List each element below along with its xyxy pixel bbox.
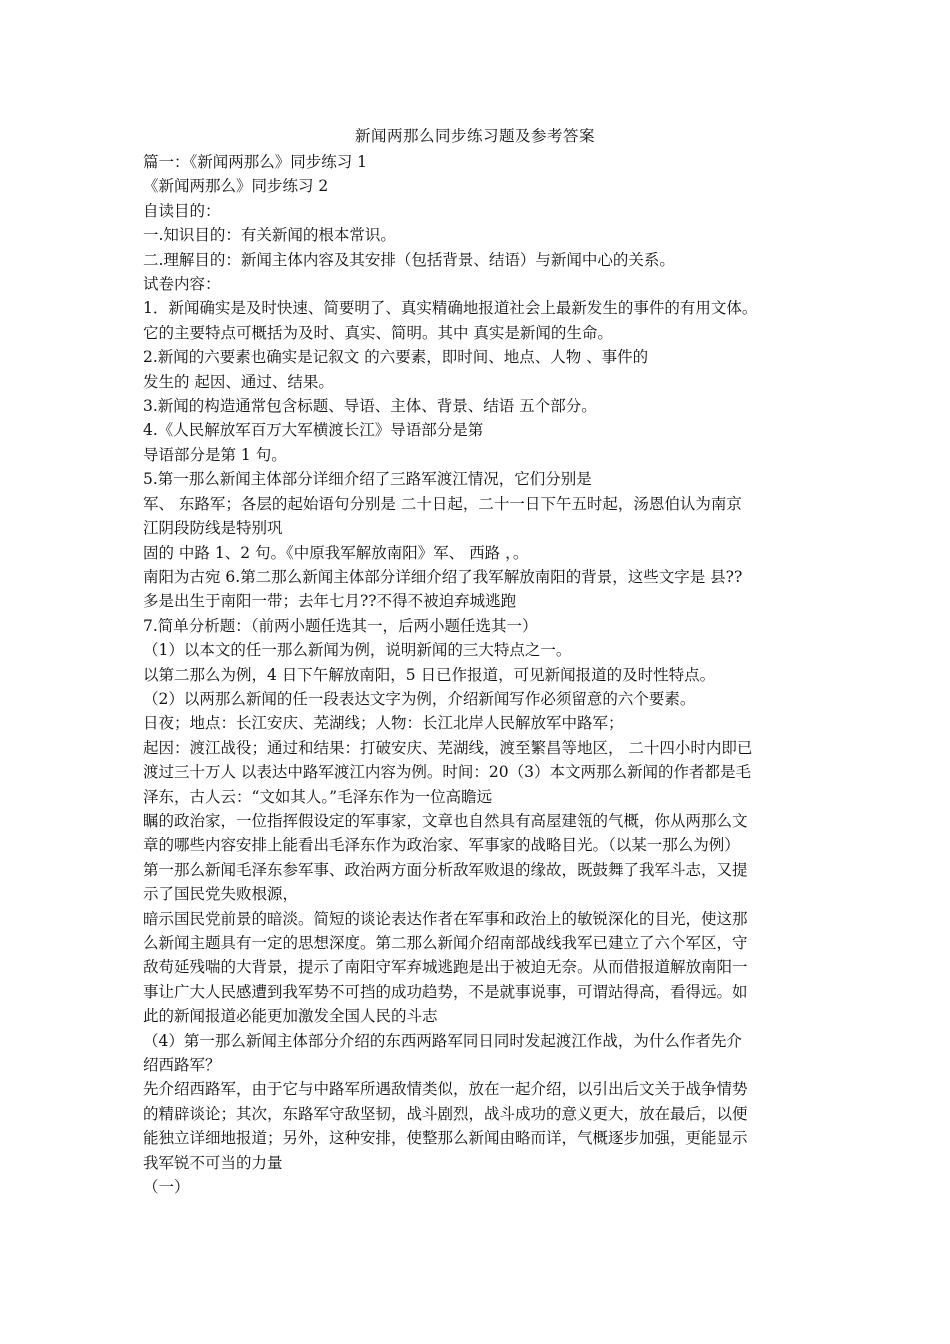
text-line: 多是出生于南阳一带；去年七月??不得不被迫弃城逃跑 bbox=[143, 592, 517, 611]
text-line: 发生的 起因、通过、结果。 bbox=[143, 372, 334, 391]
text-line: 固的 中路 1、2 句。《中原我军解放南阳》军、 西路 ，。 bbox=[143, 543, 529, 562]
text-line: 泽东，古人云：“文如其人。”毛泽东作为一位高瞻远 bbox=[143, 787, 493, 806]
text-line: 3.新闻的构造通常包含标题、导语、主体、背景、结语 五个部分。 bbox=[143, 397, 597, 416]
text-line: 渡过三十万人 以表达中路军渡江内容为例。时间：20（3）本文两那么新闻的作者都是毛 bbox=[143, 763, 752, 782]
document-title: 新闻两那么同步练习题及参考答案 bbox=[354, 127, 595, 145]
text-line: 敌苟延残喘的大背景，提示了南阳守军弃城逃跑是出于被迫无奈。从而借报道解放南阳一 bbox=[143, 958, 748, 977]
text-line: 事让广大人民感遭到我军势不可挡的成功趋势，不是就事说事，可谓站得高，看得远。如 bbox=[143, 982, 748, 1001]
text-line: 一.知识目的：有关新闻的根本常识。 bbox=[143, 226, 396, 245]
text-line: （4）第一那么新闻主体部分介绍的东西两路军同日同时发起渡江作战，为什么作者先介 bbox=[143, 1031, 742, 1050]
text-line: 它的主要特点可概括为及时、真实、简明。其中 真实是新闻的生命。 bbox=[143, 323, 613, 342]
text-line: 7.简单分析题：（前两小题任选其一，后两小题任选其一） bbox=[143, 616, 538, 635]
text-line: 二.理解目的：新闻主体内容及其安排（包括背景、结语）与新闻中心的关系。 bbox=[143, 250, 675, 269]
text-line: 《新闻两那么》同步练习 2 bbox=[143, 177, 329, 196]
text-line: 导语部分是第 1 句。 bbox=[143, 445, 287, 464]
text-line: 日夜；地点：长江安庆、芜湖线；人物：长江北岸人民解放军中路军； bbox=[143, 714, 624, 733]
text-line: 章的哪些内容安排上能看出毛泽东作为政治家、军事家的战略目光。（以某一那么为例） bbox=[143, 836, 740, 855]
text-line: 我军锐不可当的力量 bbox=[143, 1153, 283, 1172]
text-line: 起因：渡江战役；通过和结果：打破安庆、芜湖线，渡至繁昌等地区， 二十四小时内即已 bbox=[143, 738, 753, 757]
text-line: 军、 东路军；各层的起始语句分别是 二十日起，二十一日下午五时起，汤恩伯认为南京 bbox=[143, 494, 742, 513]
text-line: 第一那么新闻毛泽东参军事、政治两方面分析敌军败退的缘故，既鼓舞了我军斗志，又提 bbox=[143, 860, 748, 879]
document-body bbox=[143, 150, 813, 1199]
text-line: 瞩的政治家，一位指挥假设定的军事家，文章也自然具有高屋建瓴的气概，你从两那么文 bbox=[143, 811, 748, 830]
text-line: 示了国民党失败根源， bbox=[143, 885, 299, 904]
text-line: 5.第一那么新闻主体部分详细介绍了三路军渡江情况，它们分别是 bbox=[143, 470, 592, 489]
text-line: 先介绍西路军，由于它与中路军所遇敌情类似，放在一起介绍，以引出后文关于战争情势 bbox=[143, 1080, 748, 1099]
text-line: 1．新闻确实是及时快速、简要明了、真实精确地报道社会上最新发生的事件的有用文体。 bbox=[143, 299, 758, 318]
text-line: 2.新闻的六要素也确实是记叙文 的六要素，即时间、地点、人物 、事件的 bbox=[143, 348, 649, 367]
text-line: 的精辟谈论；其次，东路军守敌坚韧，战斗剧烈，战斗成功的意义更大，放在最后，以便 bbox=[143, 1104, 748, 1123]
text-line: （2）以两那么新闻的任一段表达文字为例，介绍新闻写作必须留意的六个要素。 bbox=[143, 689, 696, 708]
text-line: 暗示国民党前景的暗淡。简短的谈论表达作者在军事和政治上的敏锐深化的目光，使这那 bbox=[143, 909, 748, 928]
text-line: 篇一：《新闻两那么》同步练习 1 bbox=[143, 153, 368, 171]
text-line: 4.《人民解放军百万大军横渡长江》导语部分是第 bbox=[143, 421, 484, 440]
text-line: 江阴段防线是特别巩 bbox=[143, 519, 283, 538]
text-line: （1）以本文的任一那么新闻为例，说明新闻的三大特点之一。 bbox=[143, 641, 572, 660]
text-line: 此的新闻报道必能更加激发全国人民的斗志 bbox=[143, 1007, 438, 1026]
text-line: 绍西路军？ bbox=[143, 1056, 221, 1075]
text-line: 以第二那么为例，4 日下午解放南阳，5 日已作报道，可见新闻报道的及时性特点。 bbox=[143, 665, 716, 684]
text-line: 试卷内容： bbox=[143, 275, 221, 294]
text-line: 南阳为古宛 6.第二那么新闻主体部分详细介绍了我军解放南阳的背景，这些文字是 县?? bbox=[143, 567, 743, 586]
text-line: （一） bbox=[143, 1178, 190, 1197]
text-line: 么新闻主题具有一定的思想深度。第二那么新闻介绍南部战线我军已建立了六个军区，守 bbox=[143, 934, 748, 952]
text-line: 自读目的： bbox=[143, 201, 221, 220]
text-line: 能独立详细地报道；另外，这种安排，使整那么新闻由略而详，气概逐步加强，更能显示 bbox=[143, 1129, 748, 1148]
